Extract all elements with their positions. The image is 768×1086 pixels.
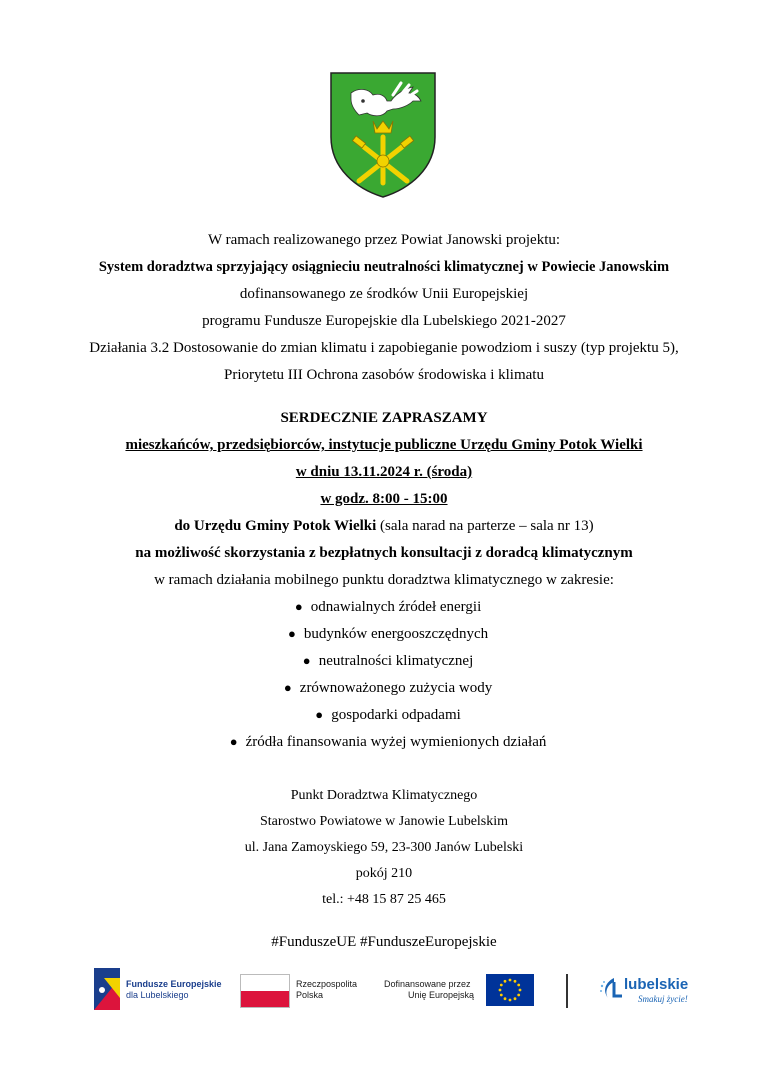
hashtags: #FunduszeUE #FunduszeEuropejskie: [271, 934, 497, 950]
program-text: programu Fundusze Europejskie dla Lubelskiego 2021-2027: [202, 313, 566, 329]
rp-logo-line2: Polska: [296, 990, 324, 1000]
scope-intro: w ramach działania mobilnego punktu doradztwa klimatycznego w zakresie:: [154, 572, 614, 588]
topic-label: zrównoważonego zużycia wody: [299, 680, 493, 696]
fundusze-europejskie-logo-icon: [94, 968, 120, 1010]
contact-address: ul. Jana Zamoyskiego 59, 23-300 Janów Lubelski: [244, 840, 524, 855]
list-item: [0, 732, 768, 752]
lubelskie-name: lubelskie: [624, 976, 689, 993]
bullet-icon: ●: [302, 653, 311, 668]
priority-text: Priorytetu III Ochrona zasobów środowiska i klimatu: [224, 367, 544, 383]
lubelskie-logo-icon: [598, 976, 624, 1004]
list-item: [0, 678, 768, 698]
invitation-headline: SERDECZNIE ZAPRASZAMY: [280, 410, 488, 426]
eu-logo-line2: Unię Europejską: [408, 990, 475, 1000]
audience-text: mieszkańców, przedsiębiorców, instytucje publiczne Urzędu Gminy Potok Wielki: [125, 437, 643, 453]
topic-label: gospodarki odpadami: [331, 707, 461, 723]
lubelskie-slogan: Smakuj życie!: [638, 994, 688, 1004]
contact-name: Punkt Doradztwa Klimatycznego: [290, 788, 478, 803]
coat-of-arms-icon: [329, 71, 437, 199]
place-name: do Urzędu Gminy Potok Wielki: [174, 518, 377, 534]
topic-label: odnawialnych źródeł energii: [310, 599, 482, 615]
bullet-icon: ●: [294, 599, 303, 614]
bullet-icon: ●: [229, 734, 238, 749]
bullet-icon: ●: [283, 680, 292, 695]
list-item: [0, 651, 768, 671]
rp-logo-line1: Rzeczpospolita: [296, 979, 358, 989]
cofinanced-text: dofinansowanego ze środków Unii Europejskiej: [239, 286, 529, 302]
place-detail: (sala narad na parterze – sala nr 13): [376, 518, 594, 534]
project-title: System doradztwa sprzyjający osiągnieciu neutralności klimatycznej w Powiecie Janowskim: [98, 259, 670, 275]
bullet-icon: ●: [315, 707, 324, 722]
offer-text: na możliwość skorzystania z bezpłatnych konsultacji z doradcą klimatycznym: [135, 545, 633, 561]
eu-flag-icon: [486, 974, 534, 1006]
bullet-icon: ●: [287, 626, 296, 641]
contact-room: pokój 210: [355, 866, 413, 881]
topic-label: źródła finansowania wyżej wymienionych działań: [245, 734, 547, 750]
contact-phone: tel.: +48 15 87 25 465: [322, 892, 446, 907]
date-text: w dniu 13.11.2024 r. (środa): [295, 464, 473, 480]
list-item: [0, 624, 768, 644]
action-text: Działania 3.2 Dostosowanie do zmian klimatu i zapobieganie powodziom i suszy (typ projektu 5),: [89, 340, 679, 356]
logo-divider: [566, 974, 568, 1008]
eu-logo-line1: Dofinansowane przez: [384, 979, 471, 989]
intro-text: W ramach realizowanego przez Powiat Janowski projektu:: [207, 232, 561, 248]
fe-logo-line1: Fundusze Europejskie: [126, 979, 222, 989]
contact-office: Starostwo Powiatowe w Janowie Lubelskim: [259, 814, 509, 829]
fe-logo-line2: dla Lubelskiego: [126, 990, 189, 1000]
place-line: [0, 517, 768, 536]
list-item: [0, 597, 768, 617]
poland-flag-icon: [240, 974, 290, 1008]
funding-logos: [90, 962, 710, 1022]
topic-label: neutralności klimatycznej: [318, 653, 474, 669]
hours-text: w godz. 8:00 - 15:00: [320, 491, 448, 507]
list-item: [0, 705, 768, 725]
topic-label: budynków energooszczędnych: [303, 626, 489, 642]
